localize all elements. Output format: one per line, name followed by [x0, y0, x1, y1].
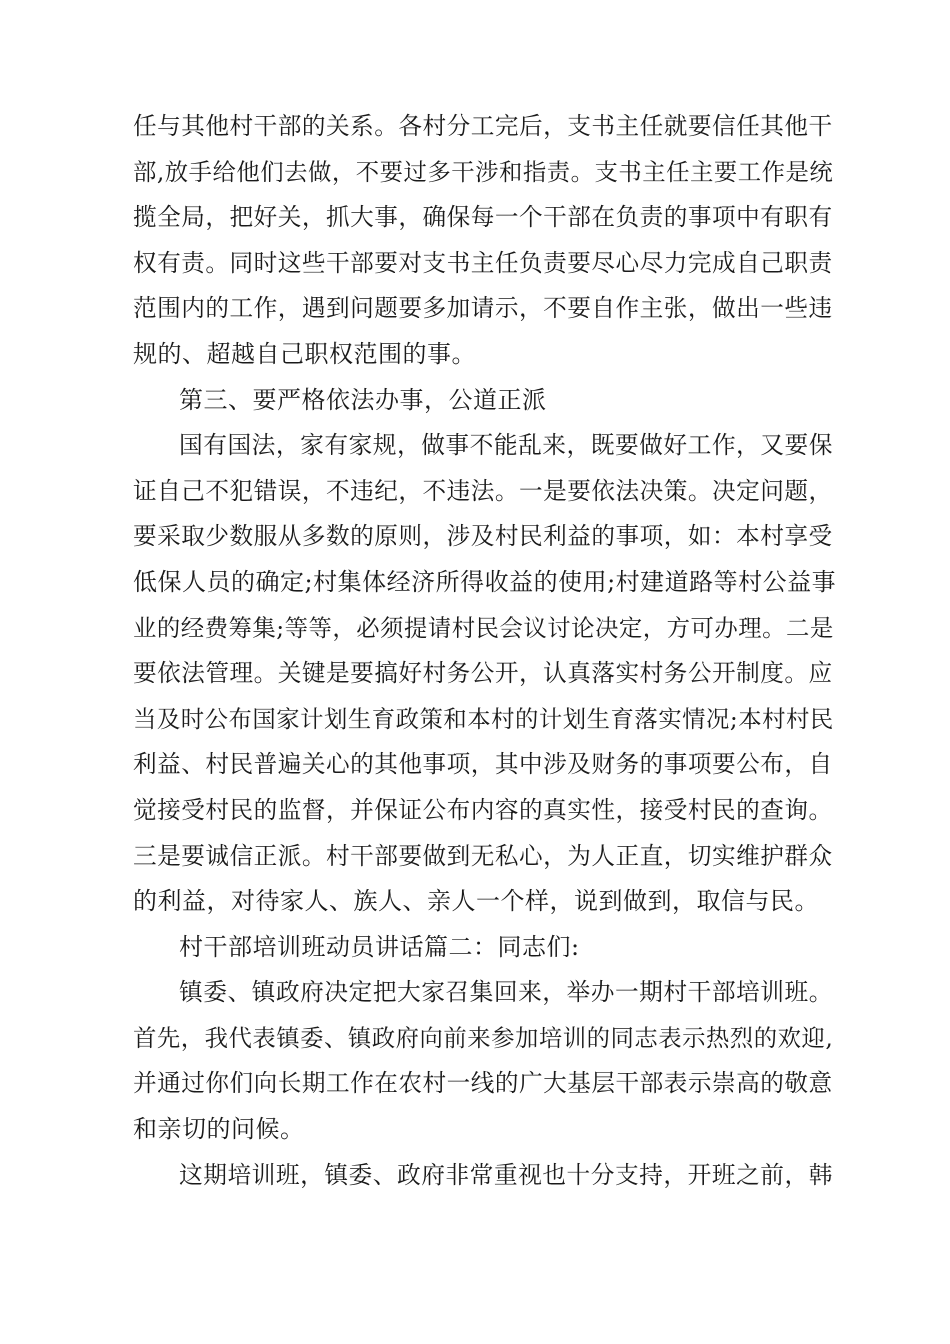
text-line: 低保人员的确定;村集体经济所得收益的使用;村建道路等村公益事	[133, 567, 837, 596]
text-line: 觉接受村民的监督，并保证公布内容的真实性，接受村民的查询。	[133, 795, 833, 824]
text-line: 权有责。同时这些干部要对支书主任负责要尽心尽力完成自己职责	[133, 248, 833, 277]
text-line: 和亲切的问候。	[133, 1115, 305, 1144]
text-line: 这期培训班，镇委、政府非常重视也十分支持，开班之前，韩	[179, 1160, 833, 1189]
body-text	[133, 104, 837, 1198]
text-line: 镇委、镇政府决定把大家召集回来，举办一期村干部培训班。	[179, 978, 833, 1007]
text-line: 并通过你们向长期工作在农村一线的广大基层干部表示崇高的敬意	[133, 1069, 833, 1098]
text-line: 揽全局，把好关，抓大事，确保每一个干部在负责的事项中有职有	[133, 203, 833, 232]
text-line: 任与其他村干部的关系。各村分工完后，支书主任就要信任其他干	[133, 112, 833, 140]
text-line: 业的经费筹集;等等，必须提请村民会议讨论决定，方可办理。二是	[133, 613, 834, 642]
text-line: 要依法管理。关键是要搞好村务公开，认真落实村务公开制度。应	[133, 659, 833, 688]
text-line: 部,放手给他们去做，不要过多干涉和指责。支书主任主要工作是统	[133, 157, 834, 186]
text-line: 当及时公布国家计划生育政策和本村的计划生育落实情况;本村村民	[133, 704, 834, 733]
text-line: 三是要诚信正派。村干部要做到无私心，为人正直，切实维护群众	[133, 841, 833, 870]
text-line: 证自己不犯错误，不违纪，不违法。一是要依法决策。决定问题，	[133, 476, 833, 505]
text-line: 首先，我代表镇委、镇政府向前来参加培训的同志表示热烈的欢迎,	[133, 1023, 834, 1052]
text-line: 规的、超越自己职权范围的事。	[133, 339, 476, 368]
text-line: 要采取少数服从多数的原则，涉及村民利益的事项，如：本村享受	[133, 522, 833, 551]
text-line: 范围内的工作，遇到问题要多加请示，不要自作主张，做出一些违	[133, 294, 833, 323]
text-line: 的利益，对待家人、族人、亲人一个样，说到做到，取信与民。	[133, 887, 819, 916]
section-heading: 第三、要严格依法办事，公道正派	[179, 385, 547, 414]
section-heading: 村干部培训班动员讲话篇二：同志们:	[179, 932, 580, 961]
text-line: 利益、村民普遍关心的其他事项，其中涉及财务的事项要公布，自	[133, 750, 833, 779]
text-line: 国有国法，家有家规，做事不能乱来，既要做好工作，又要保	[179, 431, 833, 460]
